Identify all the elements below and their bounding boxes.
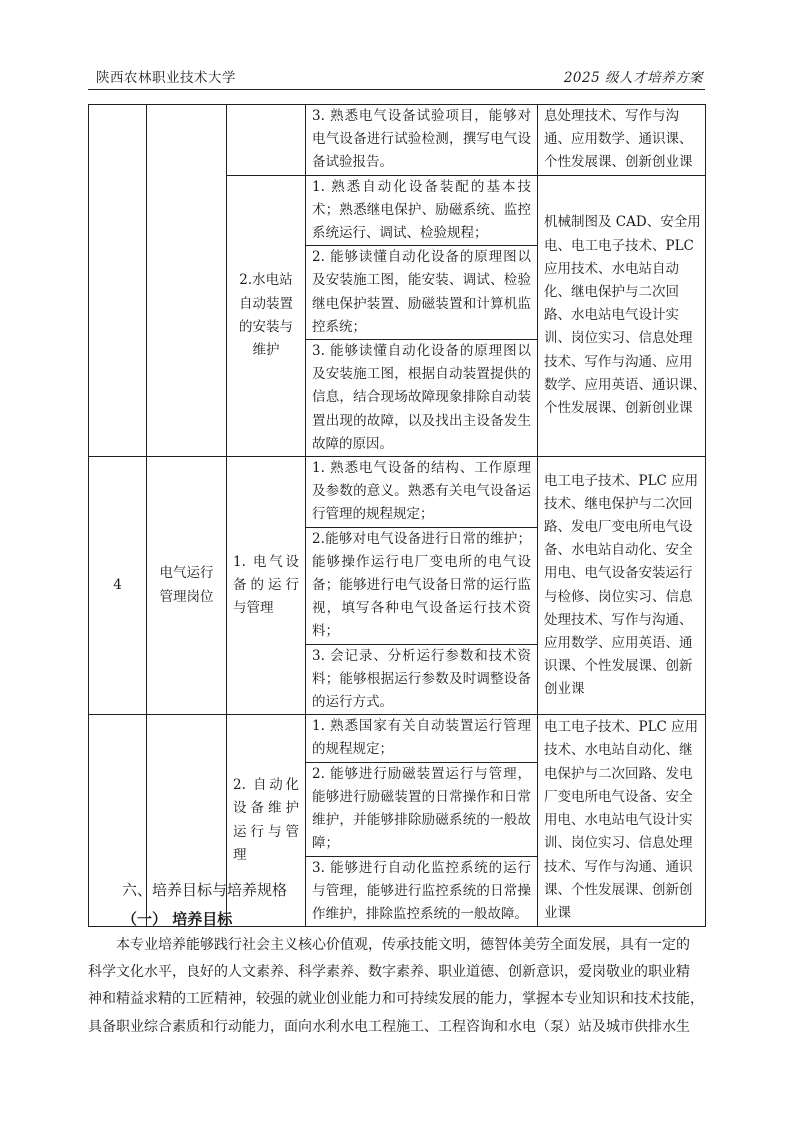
paragraph-line: 科学文化水平，良好的人文素养、科学素养、数字素养、职业道德、创新意识，爱岗敬业的职业精 xyxy=(88,964,690,981)
paragraph-line: 神和精益求精的工匠精神，较强的就业创业能力和可持续发展的能力，掌握本专业知识和技术技能， xyxy=(88,991,704,1008)
paragraph-line: 本专业培养能够践行社会主义核心价值观，传承技能文明，德智体美劳全面发展，具有一定的 xyxy=(88,937,690,953)
table-cell-task: 2.水电站自动装置的安装与维护 xyxy=(227,175,306,456)
body-paragraph xyxy=(88,932,705,1041)
header-rule xyxy=(88,89,705,90)
table-cell-ability: 3. 能够进行自动化监控系统的运行与管理，能够进行监控系统的日常操作维护，排除监控系统的一般故障。 xyxy=(306,856,538,927)
table-cell-courses: 息处理技术、写作与沟 通、应用数学、通识课、 个性发展课、创新创业课 xyxy=(538,105,706,176)
section-heading: 六、培养目标与培养规格 xyxy=(122,881,288,899)
curriculum-table xyxy=(88,104,706,927)
table-row xyxy=(89,105,706,176)
table-cell-task: 1. 电气设备的运行与管理 xyxy=(227,457,306,715)
table-cell-courses: 电工电子技术、PLC 应用 技术、水电站自动化、继 电保护与二次回路、发电 厂变电所电气设备、安全 用电、水电站电气设计实 训、岗位实习、信息处理 技术、写作与沟通、通识 课、个性发展课、创新创 业课 xyxy=(538,715,706,927)
table-cell-post: 电气运行管理岗位 xyxy=(147,457,227,715)
table-cell-courses: 电工电子技术、PLC 应用 技术、继电保护与二次回 路、发电厂变电所电气设 备、水电站自动化、安全 用电、电气设备安装运行 与检修、岗位实习、信息 处理技术、写作与沟通、 应用数学、应用英语、通 识课、个性发展课、创新 创业课 xyxy=(538,457,706,715)
table-cell-ability: 2.能够对电气设备进行日常的维护；能够操作运行电厂变电所的电气设备；能够进行电气设备日常的运行监视，填写各种电气设备运行技术资料； xyxy=(306,527,538,644)
table-cell-ability: 1. 熟悉国家有关自动装置运行管理的规程规定； xyxy=(306,715,538,762)
table-cell-ability: 3. 能够读懂自动化设备的原理图以及安装施工图，根据自动装置提供的信息，结合现场故障现象排除自动装置出现的故障，以及找出主设备发生故障的原因。 xyxy=(306,340,538,457)
table-cell-task: 2. 自动化设备维护运行与管理 xyxy=(227,715,306,927)
table-cell-ability: 3. 会记录、分析运行参数和技术资料；能够根据运行参数及时调整设备的运行方式。 xyxy=(306,644,538,715)
paragraph-line: 具备职业综合素质和行动能力，面向水利水电工程施工、工程咨询和水电（泵）站及城市供排水生 xyxy=(88,1018,690,1035)
table-cell-ability: 2. 能够进行励磁装置运行与管理，能够进行励磁装置的日常操作和日常维护，并能够排除励磁系统的一般故障； xyxy=(306,762,538,856)
header-plan-title: 2025 级人才培养方案 xyxy=(563,70,703,86)
subsection-heading: （一） 培养目标 xyxy=(122,910,233,928)
header-school-name: 陕西农林职业技术大学 xyxy=(96,70,236,86)
table-cell-number: 4 xyxy=(89,457,147,715)
table-cell-blank xyxy=(147,105,227,457)
table-row xyxy=(89,457,706,528)
table-cell-ability: 3. 熟悉电气设备试验项目，能够对电气设备进行试验检测，撰写电气设备试验报告。 xyxy=(306,105,538,176)
table-cell-blank xyxy=(227,105,306,176)
table-cell-ability: 1. 熟悉电气设备的结构、工作原理及参数的意义。熟悉有关电气设备运行管理的规程规定； xyxy=(306,457,538,528)
table-cell-blank xyxy=(89,105,147,457)
table-cell-ability: 2. 能够读懂自动化设备的原理图以及安装施工图，能安装、调试、检验继电保护装置、励磁装置和计算机监控系统； xyxy=(306,246,538,340)
table-cell-courses: 机械制图及 CAD、安全用 电、电工电子技术、PLC 应用技术、水电站自动 化、继电保护与二次回 路、水电站电气设计实 训、岗位实习、信息处理 技术、写作与沟通、应用 数学、应用英语、通识课、 个性发展课、创新创业课 xyxy=(538,175,706,456)
table-cell-ability: 1. 熟悉自动化设备装配的基本技术；熟悉继电保护、励磁系统、监控系统运行、调试、检验规程； xyxy=(306,175,538,246)
table-row xyxy=(89,715,706,762)
